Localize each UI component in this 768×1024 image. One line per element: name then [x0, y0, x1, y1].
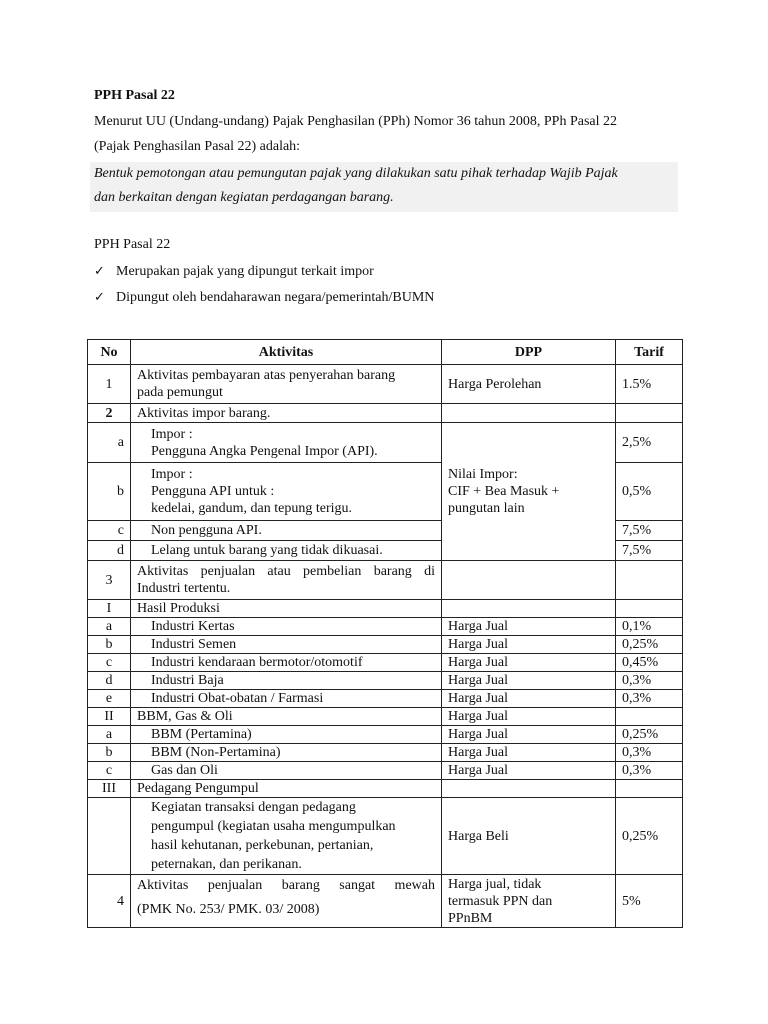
- cell-no: 1: [88, 365, 131, 404]
- cell-tarif: 2,5%: [616, 423, 683, 463]
- cell-aktivitas: Non pengguna API.: [131, 521, 442, 541]
- cell-tarif: [616, 600, 683, 618]
- cell-aktivitas: Aktivitas impor barang.: [131, 404, 442, 423]
- table-row: [88, 780, 683, 798]
- cell-tarif: 0,3%: [616, 690, 683, 708]
- cell-dpp: [442, 600, 616, 618]
- cell-no: I: [88, 600, 131, 618]
- header-no: No: [88, 340, 131, 365]
- header-tarif: Tarif: [616, 340, 683, 365]
- cell-tarif: 7,5%: [616, 541, 683, 561]
- cell-tarif: [616, 404, 683, 423]
- table-row: [88, 672, 683, 690]
- cell-no: b: [88, 463, 131, 521]
- table-row: [88, 654, 683, 672]
- cell-line: Aktivitas pembayaran atas penyerahan barang: [137, 368, 396, 383]
- cell-aktivitas: [131, 798, 442, 875]
- cell-line: Aktivitas penjualan atau pembelian barang di: [137, 564, 435, 579]
- cell-dpp: Harga Jual: [442, 654, 616, 672]
- cell-line: (PMK No. 253/ PMK. 03/ 2008): [137, 902, 320, 917]
- cell-dpp: Harga Jual: [442, 690, 616, 708]
- cell-tarif: [616, 708, 683, 726]
- cell-tarif: [616, 780, 683, 798]
- cell-dpp: Harga Jual: [442, 618, 616, 636]
- cell-line: Pengguna Angka Pengenal Impor (API).: [151, 443, 378, 459]
- cell-no: II: [88, 708, 131, 726]
- cell-dpp: [442, 561, 616, 600]
- cell-dpp: Harga Jual: [442, 762, 616, 780]
- cell-aktivitas: Hasil Produksi: [131, 600, 442, 618]
- cell-no: 3: [88, 561, 131, 600]
- cell-tarif: 0,3%: [616, 762, 683, 780]
- cell-no: c: [88, 654, 131, 672]
- bullet-text: Dipungut oleh bendaharawan negara/pemerintah/BUMN: [116, 290, 435, 305]
- cell-line: PPnBM: [448, 910, 493, 926]
- cell-aktivitas: [131, 423, 442, 463]
- cell-aktivitas: Industri Obat-obatan / Farmasi: [131, 690, 442, 708]
- cell-line: Kegiatan transaksi dengan pedagang: [151, 800, 356, 815]
- cell-no: a: [88, 423, 131, 463]
- cell-line: kedelai, gandum, dan tepung terigu.: [151, 501, 352, 516]
- cell-no: III: [88, 780, 131, 798]
- cell-aktivitas: [131, 561, 442, 600]
- cell-tarif: 5%: [616, 875, 683, 928]
- cell-tarif: 0,25%: [616, 636, 683, 654]
- cell-aktivitas: BBM (Non-Pertamina): [131, 744, 442, 762]
- cell-tarif: 0,5%: [616, 463, 683, 521]
- cell-aktivitas: Pedagang Pengumpul: [131, 780, 442, 798]
- cell-no: d: [88, 672, 131, 690]
- cell-aktivitas: Industri Baja: [131, 672, 442, 690]
- cell-no: d: [88, 541, 131, 561]
- table-header-row: [88, 340, 683, 365]
- cell-line: Harga jual, tidak: [448, 876, 542, 892]
- table-row: [88, 875, 683, 928]
- table-row: [88, 636, 683, 654]
- cell-tarif: 7,5%: [616, 521, 683, 541]
- cell-no: b: [88, 744, 131, 762]
- cell-no: 4: [88, 875, 131, 928]
- cell-no: b: [88, 636, 131, 654]
- cell-line: Impor :: [151, 467, 193, 482]
- table-row: [88, 798, 683, 875]
- cell-line: Nilai Impor:: [448, 467, 518, 482]
- table-row: [88, 690, 683, 708]
- cell-aktivitas: BBM, Gas & Oli: [131, 708, 442, 726]
- cell-tarif: 1.5%: [616, 365, 683, 404]
- cell-dpp: Harga Jual: [442, 744, 616, 762]
- cell-no: c: [88, 762, 131, 780]
- table-row: [88, 600, 683, 618]
- cell-aktivitas: [131, 463, 442, 521]
- bullet-item: [94, 288, 434, 314]
- cell-aktivitas: [131, 365, 442, 404]
- bullet-text: Merupakan pajak yang dipungut terkait impor: [116, 264, 374, 279]
- cell-no: 2: [88, 404, 131, 423]
- cell-aktivitas: BBM (Pertamina): [131, 726, 442, 744]
- checkmark-icon: ✓: [94, 290, 105, 305]
- cell-tarif: 0,25%: [616, 726, 683, 744]
- cell-tarif: 0,3%: [616, 744, 683, 762]
- bullet-item: [94, 262, 434, 288]
- cell-dpp: Harga Jual: [442, 708, 616, 726]
- intro-line: Menurut UU (Undang-undang) Pajak Penghasilan (PPh) Nomor 36 tahun 2008, PPh Pasal 22: [94, 114, 618, 129]
- intro-paragraph: [94, 109, 684, 159]
- cell-tarif: 0,3%: [616, 672, 683, 690]
- checkmark-icon: ✓: [94, 264, 105, 279]
- section-subheading: PPH Pasal 22: [94, 237, 171, 252]
- cell-dpp: Harga Jual: [442, 726, 616, 744]
- definition-box: [90, 162, 678, 212]
- tax-rate-table: [87, 339, 683, 928]
- cell-dpp: Harga Jual: [442, 636, 616, 654]
- cell-no: c: [88, 521, 131, 541]
- definition-line: dan berkaitan dengan kegiatan perdagangan barang.: [94, 190, 394, 205]
- cell-tarif: [616, 561, 683, 600]
- cell-dpp: [442, 780, 616, 798]
- cell-line: pungutan lain: [448, 501, 525, 516]
- table-row: [88, 726, 683, 744]
- cell-dpp: [442, 404, 616, 423]
- cell-dpp: [442, 875, 616, 928]
- table-row: [88, 762, 683, 780]
- cell-line: pengumpul (kegiatan usaha mengumpulkan: [151, 819, 396, 834]
- cell-no: e: [88, 690, 131, 708]
- bullet-list: [94, 262, 434, 314]
- header-aktivitas: Aktivitas: [131, 340, 442, 365]
- cell-aktivitas: Industri Kertas: [131, 618, 442, 636]
- definition-line: Bentuk pemotongan atau pemungutan pajak yang dilakukan satu pihak terhadap Wajib Pajak: [94, 166, 618, 181]
- cell-line: pada pemungut: [137, 385, 223, 400]
- cell-line: Impor :: [151, 426, 193, 442]
- cell-line: Aktivitas penjualan barang sangat mewah: [137, 878, 435, 893]
- cell-line: termasuk PPN dan: [448, 893, 553, 909]
- intro-line: (Pajak Penghasilan Pasal 22) adalah:: [94, 139, 301, 154]
- cell-aktivitas: Industri kendaraan bermotor/otomotif: [131, 654, 442, 672]
- cell-aktivitas: Lelang untuk barang yang tidak dikuasai.: [131, 541, 442, 561]
- cell-line: peternakan, dan perikanan.: [151, 857, 302, 872]
- cell-aktivitas: [131, 875, 442, 928]
- cell-no: [88, 798, 131, 875]
- cell-no: a: [88, 618, 131, 636]
- cell-line: CIF + Bea Masuk +: [448, 484, 560, 499]
- cell-dpp: Harga Perolehan: [442, 365, 616, 404]
- header-dpp: DPP: [442, 340, 616, 365]
- cell-aktivitas: Gas dan Oli: [131, 762, 442, 780]
- table-row: [88, 561, 683, 600]
- cell-dpp: Harga Jual: [442, 672, 616, 690]
- document-title: PPH Pasal 22: [94, 88, 175, 103]
- cell-dpp: Harga Beli: [442, 798, 616, 875]
- cell-line: Industri tertentu.: [137, 581, 231, 596]
- cell-dpp-import: [442, 423, 616, 561]
- table-row: [88, 423, 683, 463]
- table-row: [88, 708, 683, 726]
- table-row: [88, 365, 683, 404]
- cell-tarif: 0,45%: [616, 654, 683, 672]
- cell-line: hasil kehutanan, perkebunan, pertanian,: [151, 838, 374, 853]
- table-row: [88, 744, 683, 762]
- table-row: [88, 404, 683, 423]
- cell-line: Pengguna API untuk :: [151, 484, 275, 499]
- cell-tarif: 0,25%: [616, 798, 683, 875]
- cell-no: a: [88, 726, 131, 744]
- cell-aktivitas: Industri Semen: [131, 636, 442, 654]
- table-row: [88, 618, 683, 636]
- cell-tarif: 0,1%: [616, 618, 683, 636]
